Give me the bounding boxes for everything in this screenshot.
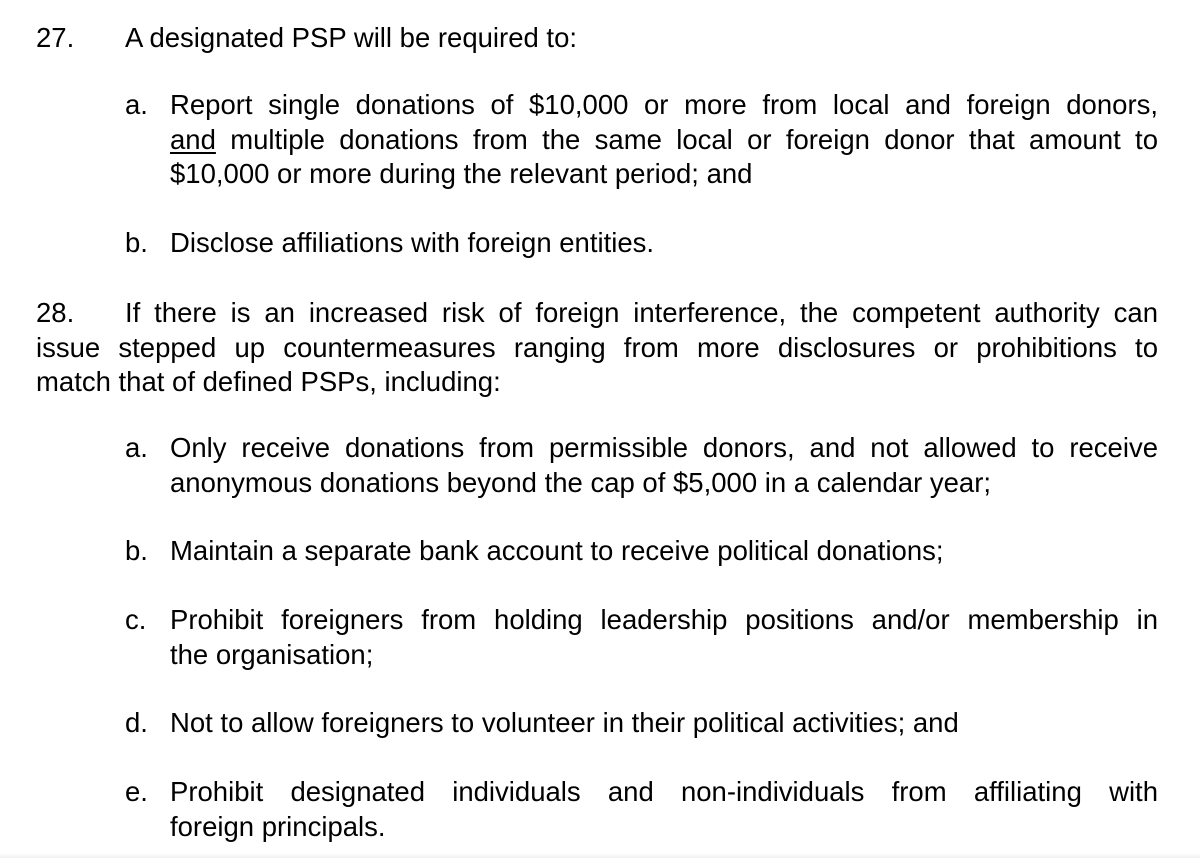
item-line: $10,000 or more during the relevant period; and (170, 158, 753, 189)
paragraph-number: 27. (36, 22, 75, 53)
item-letter: b. (125, 227, 148, 258)
underlined-word: and (170, 123, 216, 155)
item-line (170, 123, 1158, 158)
list-item-28e (125, 775, 1158, 845)
item-letter: d. (125, 707, 148, 738)
list-item-28b (125, 534, 1158, 569)
paragraph-line: If there is an increased risk of foreign interference, the competent authority can (125, 297, 1158, 328)
item-line: Prohibit designated individuals and non-individuals from affiliating with (170, 776, 1158, 807)
paragraph-28 (36, 296, 1158, 400)
item-body: Disclose affiliations with foreign entities. (170, 227, 655, 258)
item-line: Only receive donations from permissible donors, and not allowed to receive (170, 432, 1158, 463)
page-bottom-edge (0, 853, 1200, 858)
paragraph-line: issue stepped up countermeasures ranging from more disclosures or prohibitions to (36, 331, 1158, 363)
list-item-27b (125, 226, 1158, 261)
item-line: anonymous donations beyond the cap of $5,000 in a calendar year; (170, 466, 991, 498)
paragraph-text: A designated PSP will be required to: (125, 22, 578, 53)
item-body (170, 775, 1158, 844)
list-item-27a (125, 88, 1158, 192)
item-letter: c. (125, 604, 147, 635)
item-line: foreign principals. (170, 810, 386, 842)
item-line: Report single donations of $10,000 or more from local and foreign donors, (170, 89, 1158, 120)
item-letter: a. (125, 432, 148, 463)
item-body (170, 603, 1158, 672)
item-body: Maintain a separate bank account to receive political donations; (170, 535, 944, 566)
list-item-28d (125, 706, 1158, 741)
item-line: the organisation; (170, 638, 374, 670)
item-letter: a. (125, 89, 148, 120)
item-letter: b. (125, 535, 148, 566)
paragraph-line: match that of defined PSPs, including: (36, 366, 501, 397)
item-line: Prohibit foreigners from holding leadership positions and/or membership in (170, 604, 1158, 635)
item-body (170, 431, 1158, 500)
item-body (170, 88, 1158, 192)
item-body: Not to allow foreigners to volunteer in their political activities; and (170, 707, 959, 738)
list-item-28c (125, 603, 1158, 673)
item-line-rest: multiple donations from the same local or foreign donor that amount to (215, 123, 1158, 155)
item-letter: e. (125, 776, 148, 807)
paragraph-number: 28. (36, 297, 75, 328)
list-item-28a (125, 431, 1158, 501)
